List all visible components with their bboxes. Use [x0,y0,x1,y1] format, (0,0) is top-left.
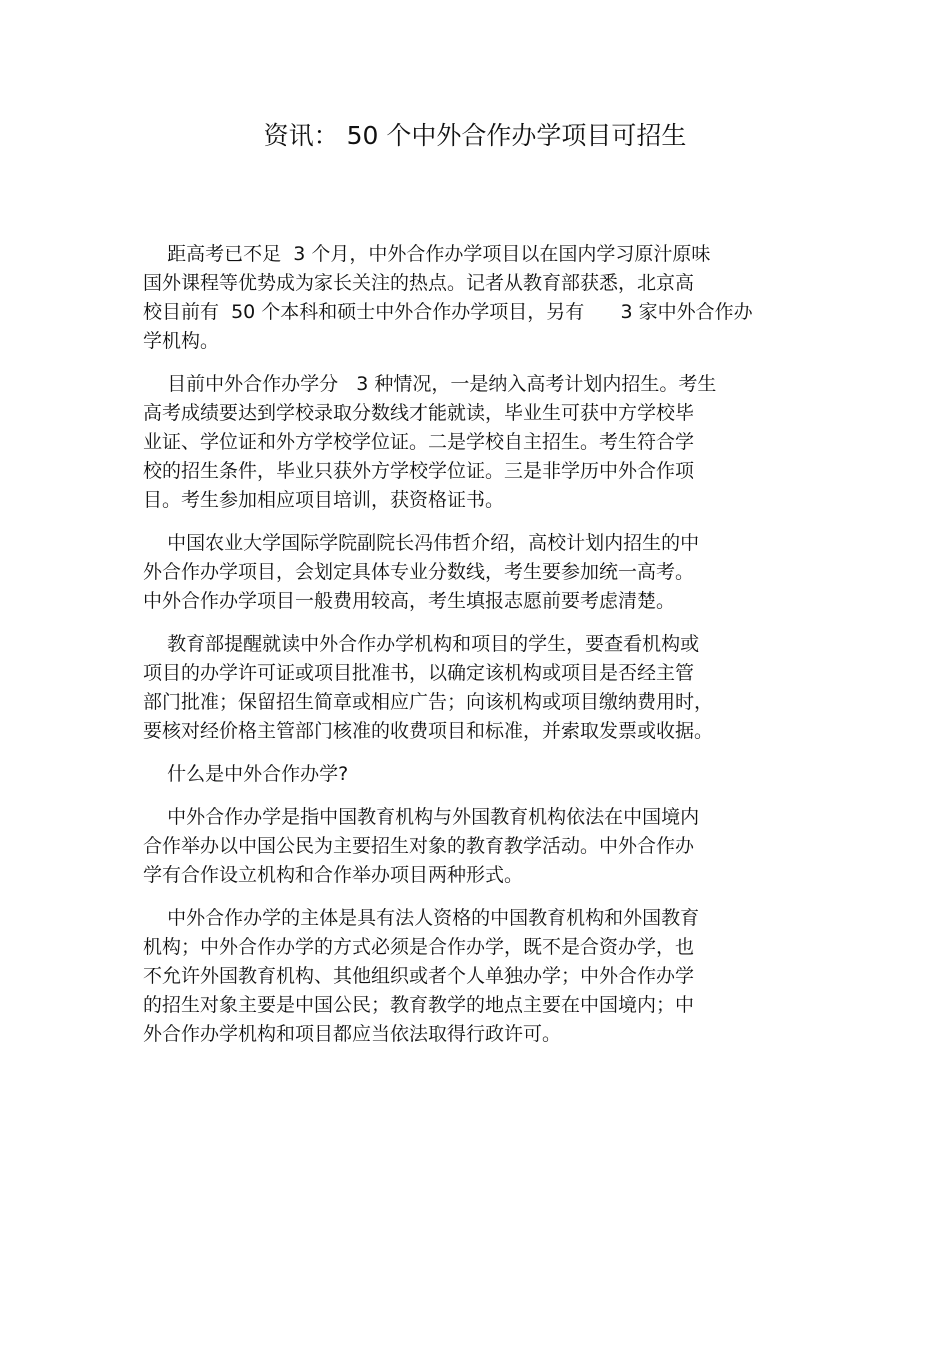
text-line: 目前中外合作办学分 3 种情况，一是纳入高考计划内招生。考生 [143,373,717,395]
text-line: 中国农业大学国际学院副院长冯伟哲介绍，高校计划内招生的中 [143,532,700,554]
text-line: 教育部提醒就读中外合作办学机构和项目的学生，要查看机构或 [143,633,700,655]
text-line: 什么是中外合作办学? [143,763,349,785]
paragraph-3 [143,529,823,616]
text-line: 外合作办学机构和项目都应当依法取得行政许可。 [143,1023,562,1045]
text-line: 校目前有 50 个本科和硕士中外合作办学项目，另有 3 家中外合作办 [143,301,753,323]
text-line: 的招生对象主要是中国公民；教育教学的地点主要在中国境内；中 [143,994,695,1016]
text-line: 合作举办以中国公民为主要招生对象的教育教学活动。中外合作办 [143,835,695,857]
text-line: 中外合作办学项目一般费用较高，考生填报志愿前要考虑清楚。 [143,590,676,612]
text-line: 要核对经价格主管部门核准的收费项目和标准，并索取发票或收据。 [143,720,714,742]
text-line: 部门批准；保留招生简章或相应广告；向该机构或项目缴纳费用时， [143,691,714,713]
paragraph-5-question [143,760,823,789]
text-line: 项目的办学许可证或项目批准书，以确定该机构或项目是否经主管 [143,662,695,684]
text-line: 学机构。 [143,330,220,352]
paragraph-1 [143,240,823,356]
text-line: 外合作办学项目，会划定具体专业分数线，考生要参加统一高考。 [143,561,695,583]
text-line: 中外合作办学是指中国教育机构与外国教育机构依法在中国境内 [143,806,700,828]
text-line: 高考成绩要达到学校录取分数线才能就读，毕业生可获中方学校毕 [143,402,695,424]
text-line: 国外课程等优势成为家长关注的热点。记者从教育部获悉，北京高 [143,272,695,294]
paragraph-4 [143,630,823,746]
text-line: 学有合作设立机构和合作举办项目两种形式。 [143,864,524,886]
text-line: 不允许外国教育机构、其他组织或者个人单独办学；中外合作办学 [143,965,695,987]
document-title: 资讯： 50 个中外合作办学项目可招生 [263,121,687,150]
article-body [143,240,823,1063]
paragraph-2 [143,370,823,515]
text-line: 距高考已不足 3 个月，中外合作办学项目以在国内学习原汁原味 [143,243,711,265]
paragraph-6 [143,803,823,890]
text-line: 中外合作办学的主体是具有法人资格的中国教育机构和外国教育 [143,907,700,929]
text-line: 业证、学位证和外方学校学位证。二是学校自主招生。考生符合学 [143,431,695,453]
text-line: 目。考生参加相应项目培训，获资格证书。 [143,489,505,511]
text-line: 校的招生条件，毕业只获外方学校学位证。三是非学历中外合作项 [143,460,695,482]
paragraph-7 [143,904,823,1049]
text-line: 机构；中外合作办学的方式必须是合作办学，既不是合资办学，也 [143,936,695,958]
